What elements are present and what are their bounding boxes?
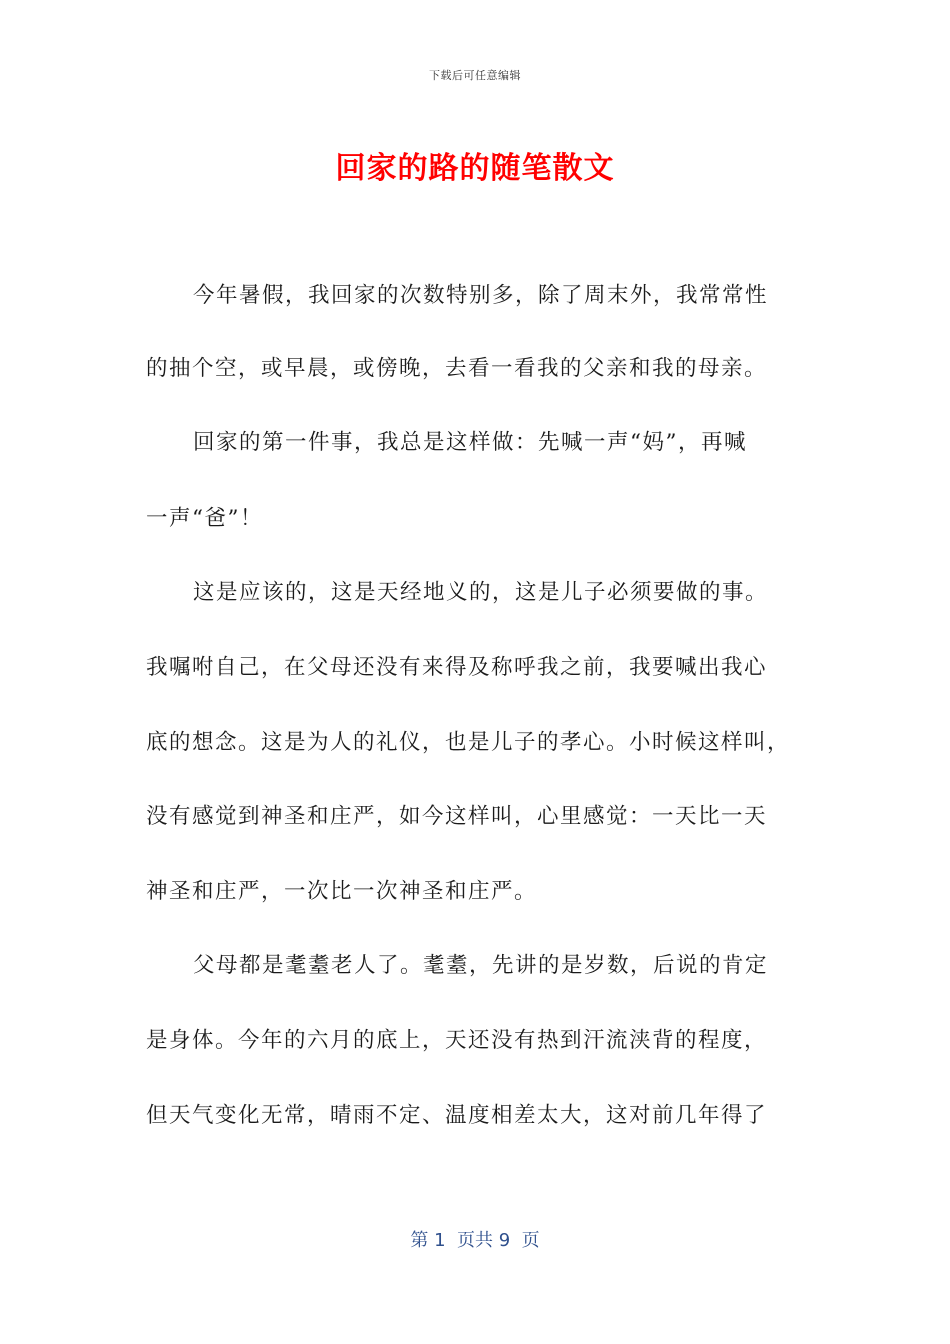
paragraph-4-line-1: 父母都是耄耋老人了。耄耋，先讲的是岁数，后说的肯定 (193, 953, 769, 978)
document-title: 回家的路的随笔散文 (335, 151, 615, 186)
page-number-footer: 第 1 页共 9 页 (410, 1230, 540, 1251)
paragraph-2-line-1: 回家的第一件事，我总是这样做：先喊一声“妈”，再喊 (193, 430, 747, 455)
paragraph-1-line-2: 的抽个空，或早晨，或傍晚，去看一看我的父亲和我的母亲。 (146, 356, 768, 381)
paragraph-3-line-1: 这是应该的，这是天经地义的，这是儿子必须要做的事。 (193, 580, 769, 605)
paragraph-3-line-5: 神圣和庄严，一次比一次神圣和庄严。 (146, 879, 538, 904)
paragraph-1-line-1: 今年暑假，我回家的次数特别多，除了周末外，我常常性 (193, 283, 769, 308)
paragraph-2-line-2: 一声“爸”！ (146, 506, 263, 531)
paragraph-4-line-2: 是身体。今年的六月的底上，天还没有热到汗流浃背的程度， (146, 1028, 768, 1053)
paragraph-3-line-4: 没有感觉到神圣和庄严，如今这样叫，心里感觉：一天比一天 (146, 804, 768, 829)
paragraph-3-line-3: 底的想念。这是为人的礼仪，也是儿子的孝心。小时候这样叫， (146, 730, 791, 755)
header-note: 下载后可任意编辑 (429, 69, 521, 82)
paragraph-4-line-3: 但天气变化无常，晴雨不定、温度相差太大，这对前几年得了 (146, 1103, 768, 1128)
paragraph-3-line-2: 我嘱咐自己，在父母还没有来得及称呼我之前，我要喊出我心 (146, 655, 768, 680)
